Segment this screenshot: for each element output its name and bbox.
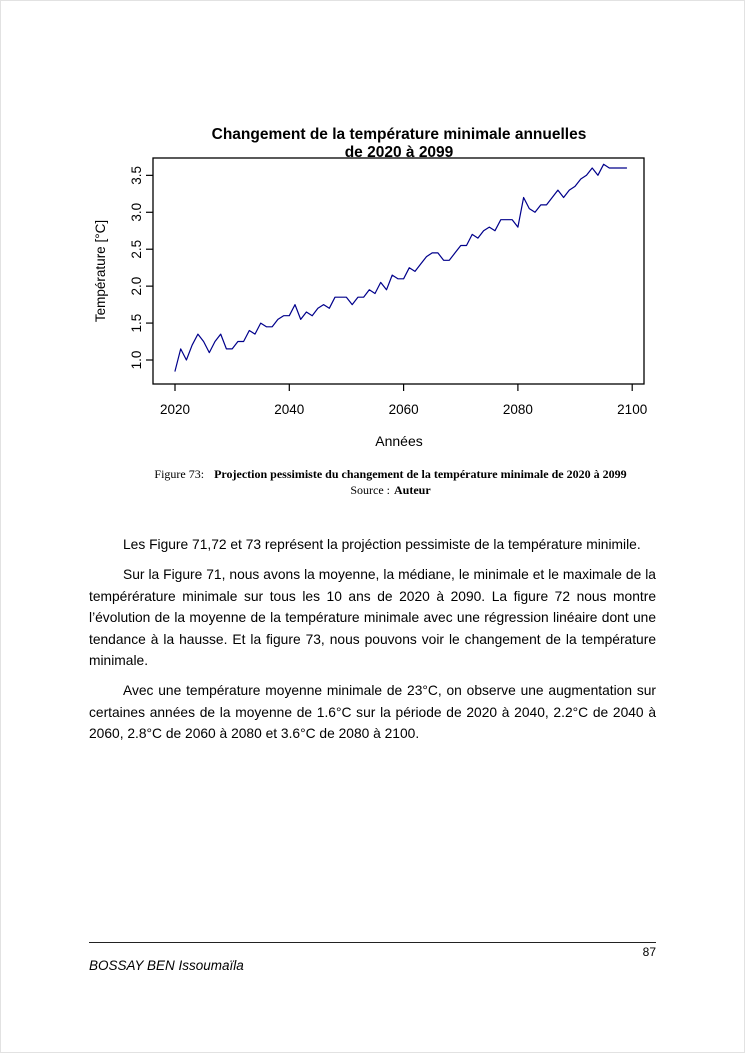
footer-rule <box>89 942 656 943</box>
plot-box <box>153 158 644 384</box>
figure-caption-title: Projection pessimiste du changement de la température minimale de 2020 à 2099 <box>214 467 627 481</box>
figure-caption-line2 <box>37 483 744 499</box>
page-number: 87 <box>642 945 656 959</box>
y-axis-tick-label: 2.5 <box>129 239 144 259</box>
figure-caption <box>1 467 744 498</box>
figure-source-value: Auteur <box>393 482 431 497</box>
chart-title-line2: de 2020 à 2099 <box>344 144 454 161</box>
x-axis-tick-label: 2020 <box>159 402 191 417</box>
body-text <box>89 534 656 745</box>
figure-73-chart <box>1 109 745 457</box>
y-axis-label: Température [°C] <box>93 219 108 323</box>
paragraph-1: Les Figure 71,72 et 73 représent la projéction pessimiste de la température minimile. <box>123 537 641 552</box>
figure-caption-line1 <box>37 467 744 483</box>
chart-title-line1: Changement de la température minimale annuelles <box>211 126 587 143</box>
paragraph-3: Avec une température moyenne minimale de 23°C, on observe une augmentation sur certaines années de la moyenne de 1.6°C sur la période de 2020 à 2040, 2.2°C de 2040 à 2060, 2.8°C de 2060 à 2080 et 3.6°C de 2080 à 2100. <box>89 683 656 741</box>
temperature-series-line <box>175 164 627 371</box>
x-axis-tick-label: 2040 <box>274 402 305 417</box>
x-axis-tick-label: 2080 <box>502 402 533 417</box>
y-axis-tick-label: 1.0 <box>129 350 144 370</box>
paragraph-2: Sur la Figure 71, nous avons la moyenne, la médiane, le minimale et le maximale de la tempérérature minimale sur tous les 10 ans de 2020 à 2090. La figure 72 nous montre l’évolution de la moyenne de la température minimale avec une régression linéaire dont une tendance à la hausse. Et la figure 73, nous pouvons voir le changement de la température minimale. <box>89 567 656 668</box>
x-axis-label: Années <box>375 433 423 449</box>
y-axis-tick-label: 3.5 <box>129 165 144 185</box>
figure-source-label: Source : <box>350 482 390 497</box>
x-axis-tick-label: 2100 <box>617 402 648 417</box>
y-axis-tick-label: 1.5 <box>129 313 144 333</box>
y-axis-tick-label: 3.0 <box>129 202 144 222</box>
footer-author: BOSSAY BEN Issoumaïla <box>89 958 244 973</box>
x-axis-tick-label: 2060 <box>388 402 419 417</box>
figure-caption-prefix: Figure 73: <box>154 467 205 481</box>
y-axis-tick-label: 2.0 <box>129 276 144 296</box>
